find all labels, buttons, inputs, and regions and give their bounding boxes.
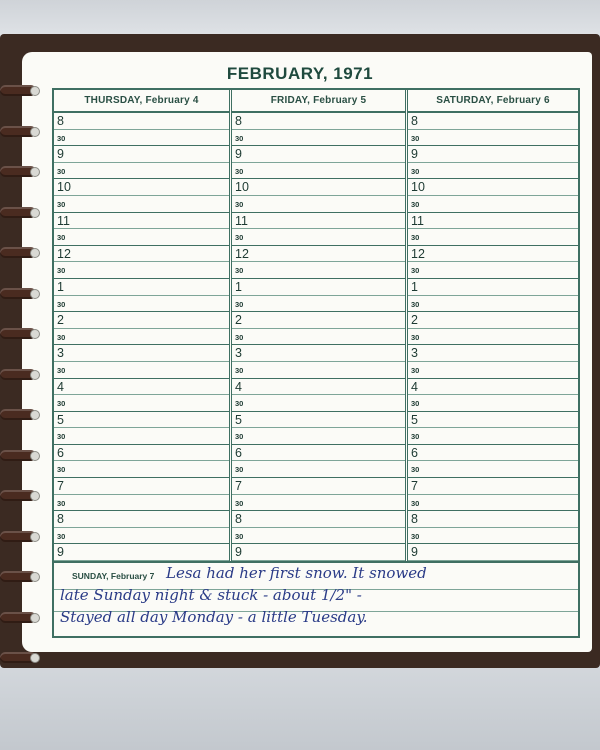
time-label: 8 [411,512,418,527]
time-slots [232,113,405,561]
time-label: 12 [411,246,425,261]
sunday-section [52,563,580,638]
half-hour-slot [54,296,229,313]
day-column-friday [229,90,405,561]
hour-slot [408,445,578,462]
hour-slot [408,511,578,528]
hour-slot [408,246,578,263]
time-label: 30 [411,432,420,442]
punch-hole [30,86,40,96]
hour-slot [54,445,229,462]
hour-slot [54,544,229,561]
hour-slot [232,179,405,196]
time-label: 6 [411,445,418,460]
time-label: 30 [411,365,420,375]
half-hour-slot [408,362,578,379]
time-label: 9 [57,545,64,560]
half-hour-slot [408,461,578,478]
half-hour-slot [408,262,578,279]
time-label: 30 [57,498,66,508]
half-hour-slot [232,461,405,478]
time-label: 30 [411,233,420,243]
half-hour-slot [408,395,578,412]
time-label: 30 [57,531,66,541]
time-label: 30 [411,498,420,508]
time-label: 3 [411,346,418,361]
day-grid [52,88,580,563]
time-label: 30 [57,199,66,209]
time-label: 30 [235,399,244,409]
half-hour-slot [232,428,405,445]
time-label: 2 [57,313,64,328]
punch-hole [30,127,40,137]
half-hour-slot [54,428,229,445]
half-hour-slot [54,528,229,545]
time-label: 4 [235,379,242,394]
handwritten-note-line: late Sunday night & stuck - about 1/2" - [60,586,362,604]
punch-hole [30,572,40,582]
time-label: 5 [235,412,242,427]
time-label: 7 [235,479,242,494]
half-hour-slot [232,196,405,213]
time-label: 1 [235,279,242,294]
hour-slot [232,213,405,230]
hour-slot [54,279,229,296]
hour-slot [408,179,578,196]
day-header: THURSDAY, February 4 [54,90,229,113]
hour-slot [54,179,229,196]
time-label: 9 [411,147,418,162]
punch-hole [30,613,40,623]
time-label: 30 [411,199,420,209]
page-title: FEBRUARY, 1971 [226,64,374,83]
time-label: 30 [411,299,420,309]
time-label: 30 [235,166,244,176]
time-label: 12 [57,246,71,261]
half-hour-slot [408,528,578,545]
half-hour-slot [232,296,405,313]
half-hour-slot [232,395,405,412]
hour-slot [54,113,229,130]
day-header: FRIDAY, February 5 [232,90,405,113]
time-label: 30 [235,432,244,442]
punch-hole [30,370,40,380]
time-label: 11 [411,213,424,228]
time-label: 6 [235,445,242,460]
time-label: 7 [57,479,64,494]
hour-slot [232,511,405,528]
half-hour-slot [54,196,229,213]
time-label: 3 [235,346,242,361]
hour-slot [54,412,229,429]
time-label: 30 [411,531,420,541]
half-hour-slot [408,296,578,313]
half-hour-slot [408,329,578,346]
half-hour-slot [408,196,578,213]
hour-slot [54,246,229,263]
hour-slot [408,544,578,561]
half-hour-slot [408,229,578,246]
punch-hole [30,329,40,339]
half-hour-slot [54,130,229,147]
time-label: 7 [411,479,418,494]
time-label: 30 [235,332,244,342]
day-column-saturday [405,90,578,561]
day-header: SATURDAY, February 6 [408,90,578,113]
time-label: 6 [57,445,64,460]
punch-hole [30,451,40,461]
hour-slot [232,478,405,495]
hour-slot [232,379,405,396]
time-label: 30 [235,266,244,276]
time-label: 30 [235,233,244,243]
half-hour-slot [54,495,229,512]
handwritten-note-line: Stayed all day Monday - a little Tuesday. [60,608,368,626]
time-label: 9 [235,147,242,162]
time-label: 30 [57,233,66,243]
time-label: 30 [235,299,244,309]
hour-slot [232,312,405,329]
hour-slot [408,213,578,230]
time-label: 30 [411,166,420,176]
half-hour-slot [232,229,405,246]
hour-slot [408,478,578,495]
time-label: 5 [411,412,418,427]
punch-hole [30,289,40,299]
half-hour-slot [54,262,229,279]
day-column-thursday [54,90,229,561]
hour-slot [54,511,229,528]
hour-slot [54,379,229,396]
half-hour-slot [232,329,405,346]
half-hour-slot [408,495,578,512]
time-label: 30 [57,465,66,475]
time-label: 8 [411,114,418,128]
time-label: 8 [235,114,242,128]
hour-slot [54,312,229,329]
time-label: 30 [57,299,66,309]
punch-hole [30,653,40,663]
punch-hole [30,410,40,420]
hour-slot [232,445,405,462]
half-hour-slot [232,528,405,545]
time-label: 30 [57,332,66,342]
hour-slot [408,312,578,329]
half-hour-slot [54,329,229,346]
punch-hole [30,491,40,501]
half-hour-slot [408,163,578,180]
punch-hole [30,248,40,258]
time-label: 30 [57,133,66,143]
half-hour-slot [54,362,229,379]
time-label: 30 [57,399,66,409]
hour-slot [54,345,229,362]
time-label: 9 [57,147,64,162]
time-label: 1 [411,279,418,294]
time-label: 11 [235,213,248,228]
time-label: 4 [411,379,418,394]
time-label: 9 [411,545,418,560]
time-label: 30 [235,365,244,375]
hour-slot [232,246,405,263]
half-hour-slot [54,229,229,246]
time-label: 3 [57,346,64,361]
punch-hole [30,208,40,218]
half-hour-slot [408,428,578,445]
hour-slot [408,345,578,362]
time-label: 10 [235,180,249,195]
time-label: 2 [235,313,242,328]
time-label: 30 [57,266,66,276]
time-label: 30 [235,498,244,508]
hour-slot [408,412,578,429]
time-label: 10 [411,180,425,195]
time-label: 30 [235,531,244,541]
time-label: 30 [411,399,420,409]
hour-slot [232,345,405,362]
time-label: 30 [235,133,244,143]
half-hour-slot [232,495,405,512]
hour-slot [232,544,405,561]
time-label: 30 [411,133,420,143]
time-label: 30 [235,465,244,475]
time-label: 12 [235,246,249,261]
time-label: 10 [57,180,71,195]
hour-slot [408,279,578,296]
time-label: 30 [235,199,244,209]
hour-slot [232,113,405,130]
punch-hole [30,532,40,542]
time-label: 30 [411,266,420,276]
time-label: 5 [57,412,64,427]
time-label: 11 [57,213,70,228]
half-hour-slot [232,130,405,147]
time-slots [408,113,578,561]
hour-slot [54,146,229,163]
half-hour-slot [232,362,405,379]
time-label: 30 [57,365,66,375]
time-label: 4 [57,379,64,394]
half-hour-slot [54,163,229,180]
half-hour-slot [232,262,405,279]
time-label: 30 [57,432,66,442]
hour-slot [408,146,578,163]
handwritten-note-line: Lesa had her first snow. It snowed [166,564,427,582]
hour-slot [54,213,229,230]
time-label: 8 [57,114,64,128]
time-label: 30 [411,465,420,475]
time-label: 8 [235,512,242,527]
sunday-label: SUNDAY, February 7 [72,571,155,581]
time-label: 30 [57,166,66,176]
hour-slot [408,379,578,396]
hour-slot [232,412,405,429]
time-label: 1 [57,279,64,294]
hour-slot [54,478,229,495]
time-label: 9 [235,545,242,560]
hour-slot [232,146,405,163]
half-hour-slot [232,163,405,180]
time-label: 8 [57,512,64,527]
hour-slot [232,279,405,296]
hour-slot [408,113,578,130]
half-hour-slot [54,395,229,412]
punch-hole [30,167,40,177]
time-label: 2 [411,313,418,328]
time-label: 30 [411,332,420,342]
time-slots [54,113,229,561]
half-hour-slot [54,461,229,478]
half-hour-slot [408,130,578,147]
